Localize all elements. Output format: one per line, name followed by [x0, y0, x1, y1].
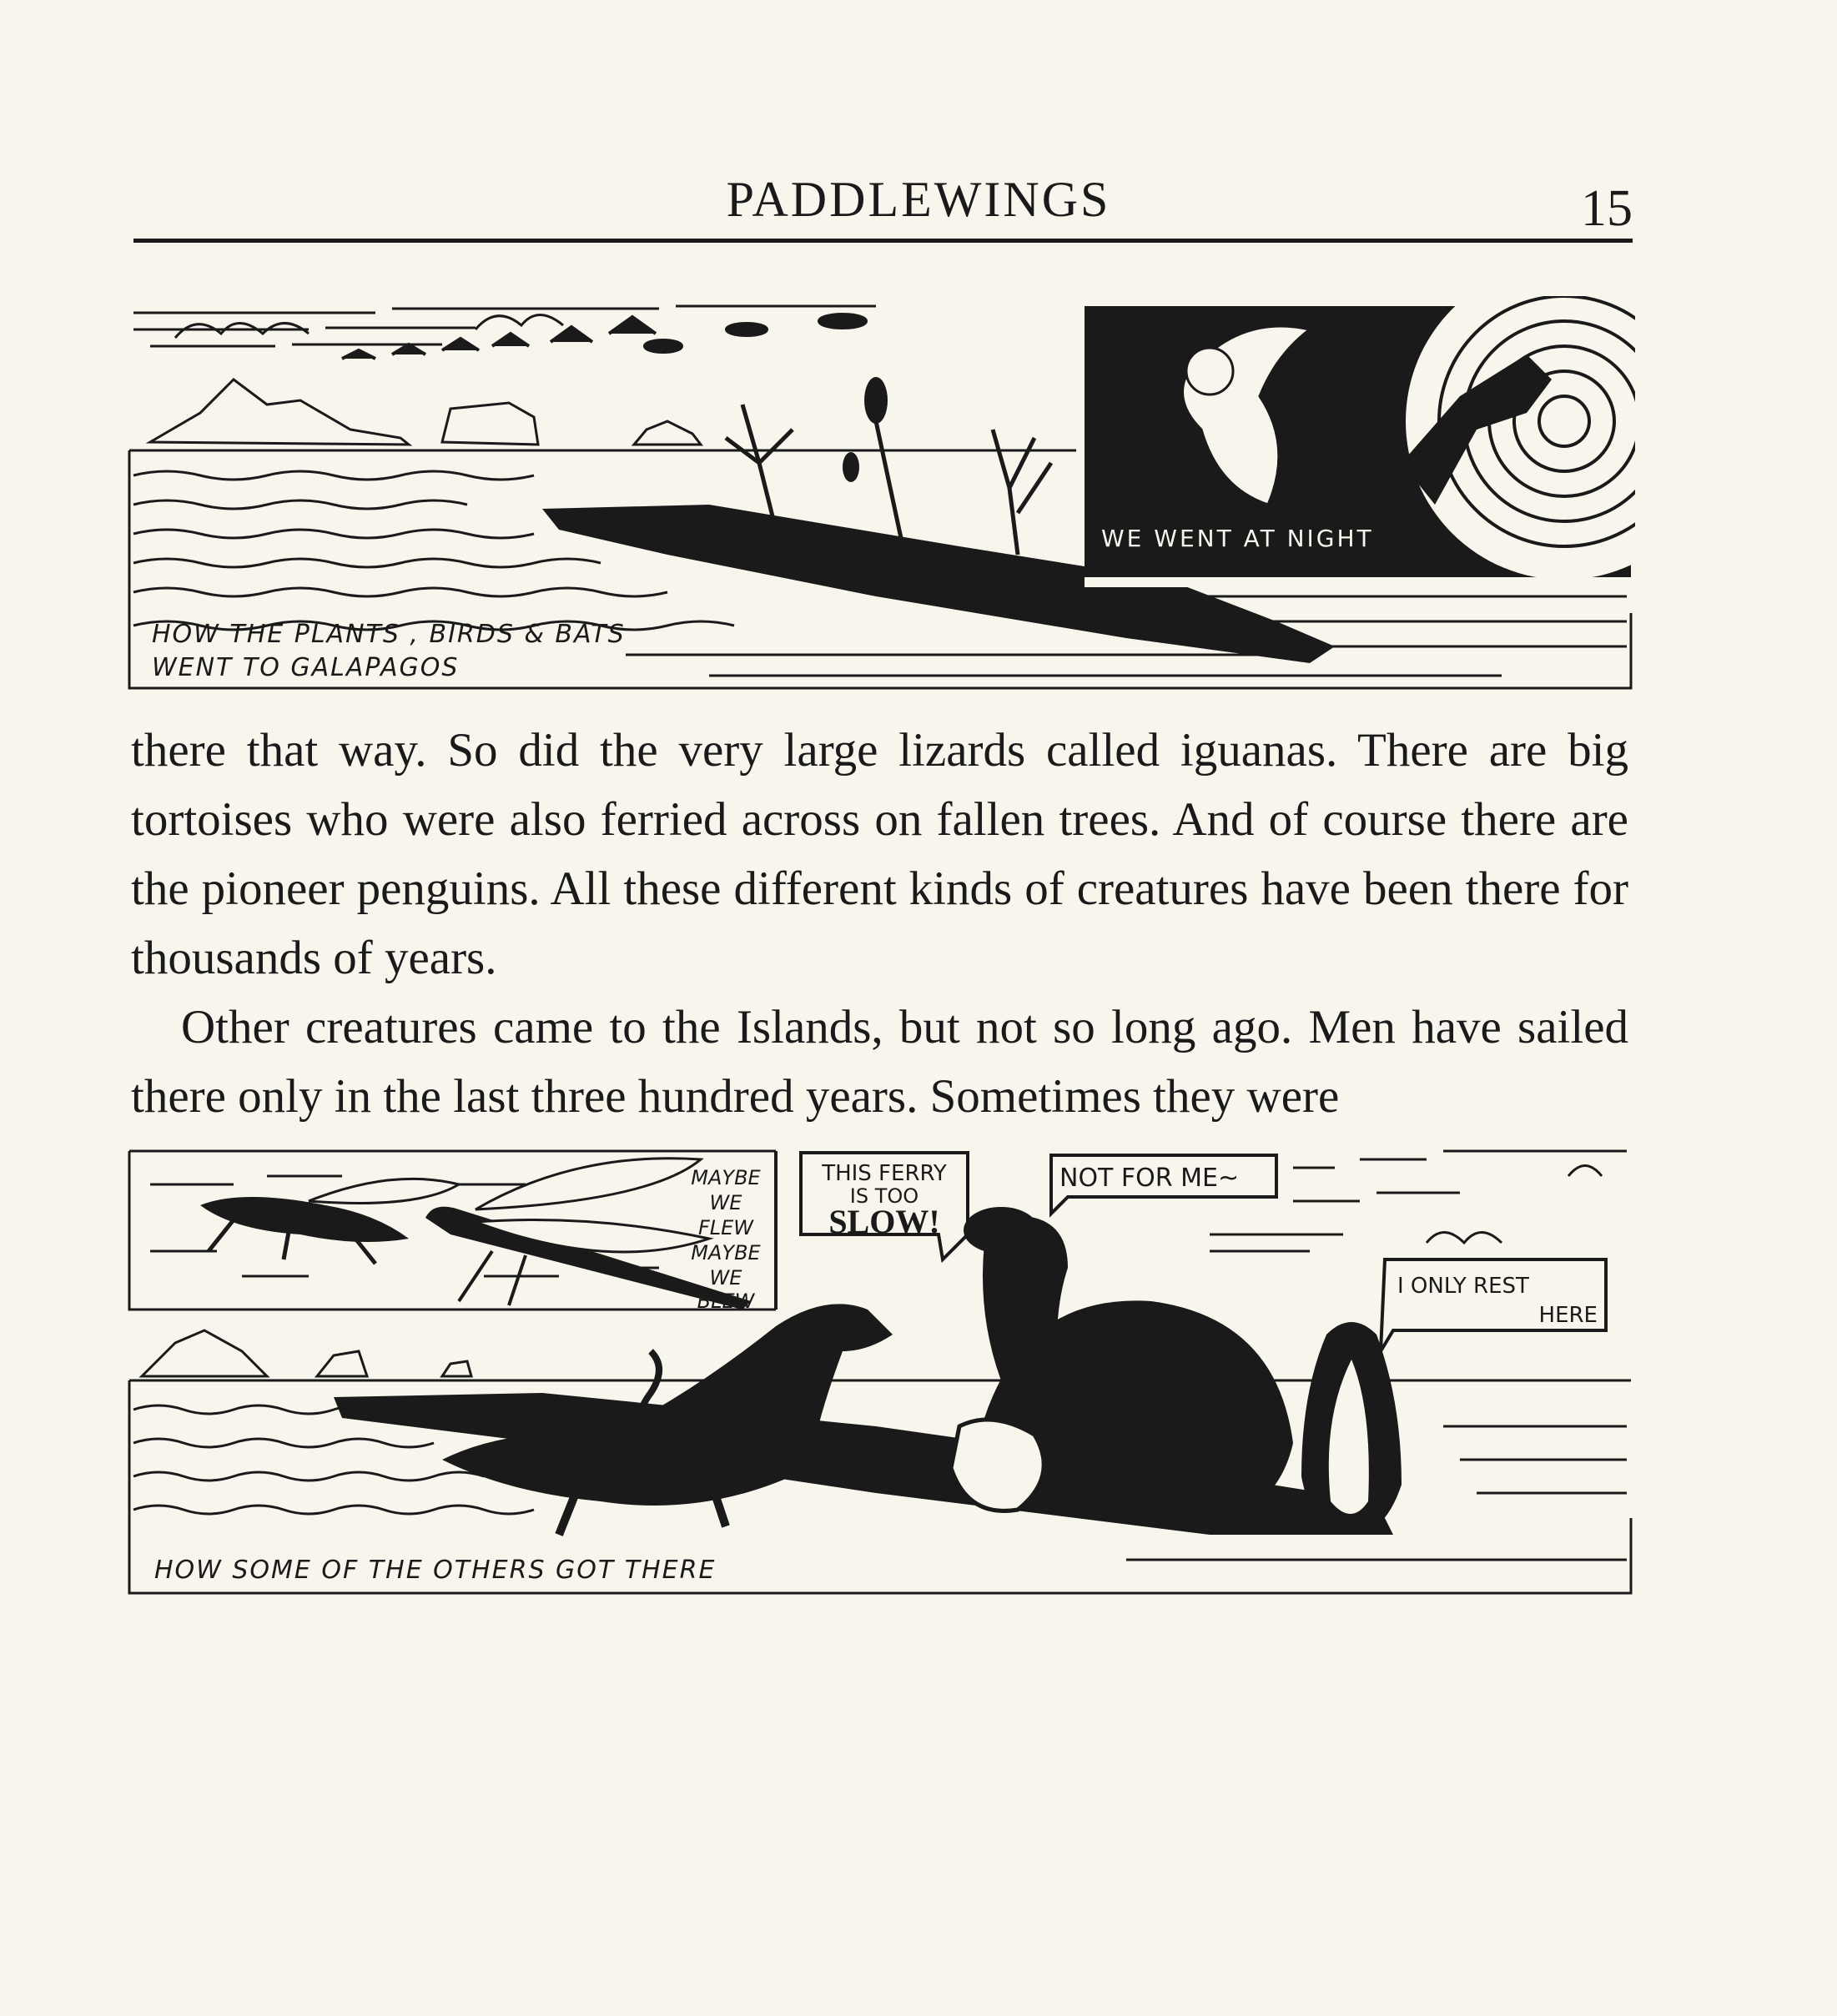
tortoise: [951, 1207, 1293, 1527]
tortoise-bubble-text: NOT FOR ME~: [1059, 1164, 1240, 1193]
header-rule: [133, 239, 1633, 243]
running-header-title: PADDLEWINGS: [726, 172, 1111, 227]
iguana-bubble-line3: SLOW!: [828, 1203, 940, 1240]
iguana-speech-bubble: [801, 1153, 968, 1259]
insect-panel: [129, 1151, 776, 1313]
top-caption-line2: WENT TO GALAPAGOS: [152, 653, 460, 682]
insect-line-1: MAYBE: [691, 1166, 761, 1189]
illustration-top-drawing: [125, 296, 1635, 696]
body-text: [131, 716, 1628, 1131]
insect-line-6: BLEW: [697, 1290, 755, 1313]
perched-birds: [843, 377, 888, 482]
distant-islands: [150, 380, 701, 445]
paragraph-1: there that way. So did the very large lizards called iguanas. There are big tortoises who were also ferried across on fallen trees. And of course there are the pioneer penguins. All these different kinds of creatures have been there for thousands of years.: [131, 724, 1628, 984]
illustration-top: [125, 296, 1635, 696]
iguana-bubble-line1: THIS FERRY: [822, 1161, 947, 1186]
paragraph-2: Other creatures came to the Islands, but not so long ago. Men have sailed there only in the last three hundred years. Sometimes they were: [131, 1001, 1628, 1123]
illustration-bottom-drawing: [125, 1143, 1635, 1601]
penguin-speech-bubble: [1381, 1259, 1606, 1351]
insect-line-3: FLEW: [697, 1216, 754, 1239]
penguin: [1301, 1322, 1402, 1535]
insect-line-4: MAYBE: [691, 1241, 761, 1264]
insect-line-5: WE: [709, 1266, 742, 1290]
night-panel: [1085, 296, 1635, 587]
grasshopper: [200, 1179, 459, 1264]
tortoise-speech-bubble: [1051, 1155, 1276, 1214]
insect-line-2: WE: [709, 1191, 742, 1214]
illustration-bottom: [125, 1143, 1635, 1601]
bottom-caption: HOW SOME OF THE OTHERS GOT THERE: [154, 1556, 717, 1585]
iguana-bubble-line2: IS TOO: [849, 1184, 919, 1208]
night-panel-label: WE WENT AT NIGHT: [1101, 525, 1374, 552]
flying-birds: [342, 314, 866, 359]
top-caption-line1: HOW THE PLANTS , BIRDS & BATS: [152, 620, 626, 649]
penguin-bubble-line1: I ONLY REST: [1397, 1274, 1529, 1299]
penguin-bubble-line2: HERE: [1538, 1303, 1598, 1328]
bottom-islands: [142, 1330, 471, 1376]
page-number: 15: [1581, 180, 1633, 237]
